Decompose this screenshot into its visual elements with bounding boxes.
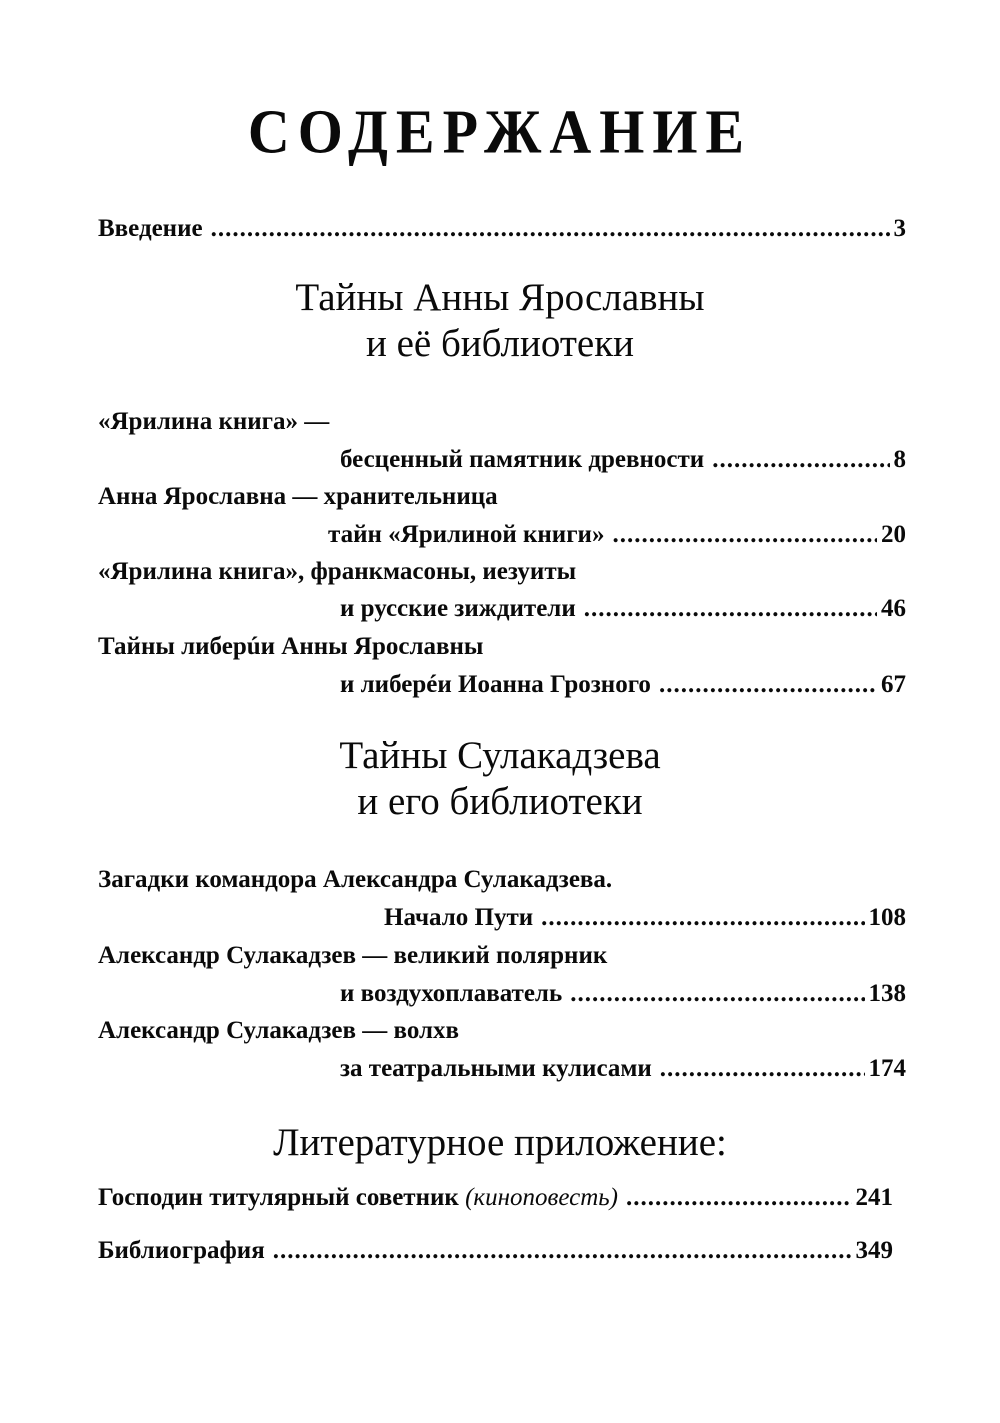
toc-entry-line1[interactable]: [98, 632, 483, 662]
dot-leader: [570, 979, 864, 1009]
toc-entry-line2[interactable]: [340, 670, 906, 700]
toc-entry-line1[interactable]: [98, 1016, 459, 1046]
toc-entry-title: «Ярилина книга», франкмасоны, иезуиты: [98, 558, 577, 585]
toc-entry-title: Библиография: [98, 1237, 265, 1264]
toc-entry-line2[interactable]: [384, 903, 906, 933]
dot-leader: [211, 214, 890, 244]
toc-page-number: 138: [868, 980, 906, 1007]
toc-entry-line2[interactable]: [340, 979, 906, 1009]
section-heading-appendix: [0, 1120, 1000, 1166]
section-heading-sulakadzev: [0, 733, 1000, 825]
section-heading-line: и её библиотеки: [365, 322, 635, 365]
toc-entry-title: Тайны либерúи Анны Ярославны: [98, 633, 484, 660]
page-title: СОДЕРЖАНИЕ: [247, 96, 753, 167]
toc-entry-title: Анна Ярославна — хранительница: [98, 483, 498, 510]
toc-entry-title: Александр Сулакадзев — волхв: [98, 1017, 460, 1044]
dot-leader: [541, 903, 864, 933]
dot-leader: [612, 520, 877, 550]
toc-entry-line1[interactable]: [98, 557, 576, 587]
toc-page-number: 8: [893, 446, 906, 473]
toc-entry-intro[interactable]: [98, 214, 906, 244]
toc-entry-title: и либерéи Иоанна Грозного: [340, 671, 651, 698]
dot-leader: [659, 670, 877, 700]
toc-entry-title: Начало Пути: [384, 904, 534, 931]
dot-leader: [584, 594, 877, 624]
toc-entry-title: «Ярилина книга» —: [98, 408, 330, 435]
toc-entry-title: тайн «Ярилиной книги»: [328, 521, 605, 548]
toc-entry-title: за театральными кулисами: [340, 1055, 652, 1082]
toc-entry-title: и русские зиждители: [340, 595, 576, 622]
toc-page-number: 349: [855, 1237, 893, 1264]
section-heading-line: Литературное приложение:: [273, 1121, 727, 1164]
dot-leader: [660, 1054, 865, 1084]
toc-page-number: 174: [868, 1055, 906, 1082]
toc-entry-line2[interactable]: [340, 445, 906, 475]
toc-page-number: 20: [881, 521, 906, 548]
dot-leader: [273, 1236, 852, 1266]
toc-entry-line1[interactable]: [98, 865, 612, 895]
toc-entry-line1[interactable]: [98, 482, 498, 512]
toc-entry-line1[interactable]: [98, 407, 329, 437]
toc-entry-title: Александр Сулакадзев — великий полярник: [98, 942, 608, 969]
toc-entry-bibliography[interactable]: [98, 1236, 893, 1266]
toc-page-number: 46: [881, 595, 906, 622]
section-heading-line: и его библиотеки: [357, 780, 643, 823]
dot-leader: [626, 1183, 852, 1213]
toc-entry-line1[interactable]: [98, 941, 607, 971]
toc-page-number: 108: [868, 904, 906, 931]
toc-entry-title: Загадки командора Александра Сулакадзева.: [98, 866, 613, 893]
toc-entry-line2[interactable]: [328, 520, 906, 550]
toc-entry-line2[interactable]: [340, 1054, 906, 1084]
toc-entry-title: и воздухоплаватель: [340, 980, 563, 1007]
toc-entry-note: (киноповесть): [465, 1184, 618, 1211]
dot-leader: [712, 445, 889, 475]
toc-entry-title: Введение: [98, 215, 203, 242]
toc-entry-line2[interactable]: [340, 594, 906, 624]
toc-entry-title-main: Господин титулярный советник: [98, 1184, 459, 1211]
section-heading-line: Тайны Анны Ярославны: [295, 276, 705, 319]
section-heading-anna: [0, 275, 1000, 367]
toc-page-number: 3: [893, 215, 906, 242]
toc-entry-title: бесценный памятник древности: [340, 446, 705, 473]
toc-entry-title: [98, 1183, 618, 1213]
toc-page-number: 67: [881, 671, 906, 698]
toc-page-number: 241: [855, 1184, 893, 1211]
toc-entry-appendix[interactable]: [98, 1183, 893, 1213]
section-heading-line: Тайны Сулакадзева: [339, 734, 661, 777]
